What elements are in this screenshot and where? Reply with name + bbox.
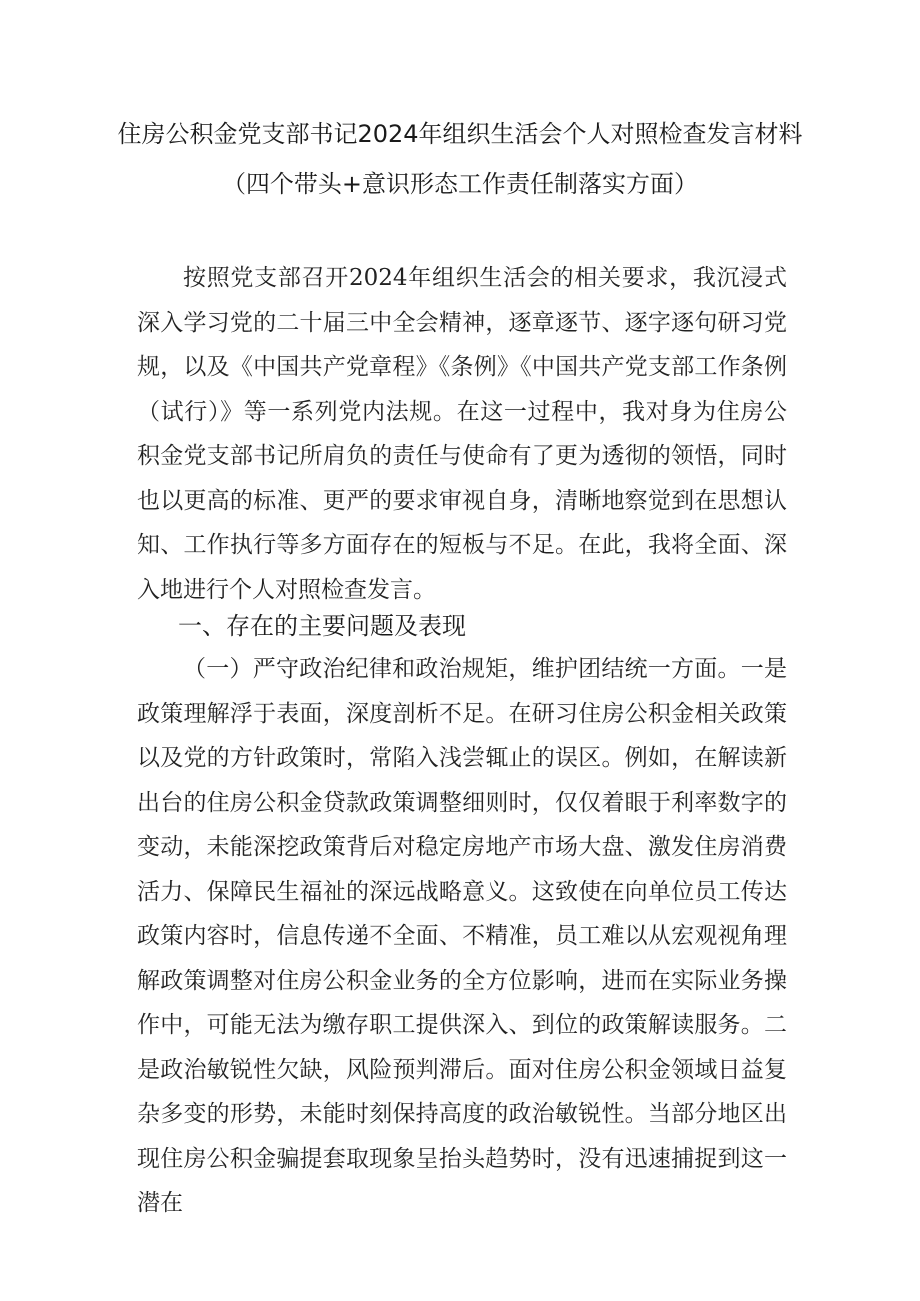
section-heading: 一、存在的主要问题及表现 — [178, 612, 466, 640]
section-paragraph: （一）严守政治纪律和政治规矩，维护团结统一方面。一是政策理解浮于表面，深度剖析不足。在研习住房公积金相关政策以及党的方针政策时，常陷入浅尝辄止的误区。例如，在解读新出台的住房公积金贷款政策调整细则时，仅仅着眼于利率数字的变动，未能深挖政策背后对稳定房地产市场大盘、激发住房消费活力、保障民生福祉的深远战略意义。这致使在向单位员工传达政策内容时，信息传递不全面、不精准，员工难以从宏观视角理解政策调整对住房公积金业务的全方位影响，进而在实际业务操作中，可能无法为缴存职工提供深入、到位的政策解读服务。二是政治敏锐性欠缺，风险预判滞后。面对住房公积金领域日益复杂多变的形势，未能时刻保持高度的政治敏锐性。当部分地区出现住房公积金骗提套取现象呈抬头趋势时，没有迅速捕捉到这一潜在 — [137, 656, 787, 1216]
document-title: 住房公积金党支部书记2024年组织生活会个人对照检查发言材料 — [117, 120, 803, 148]
document-subtitle: （四个带头+意识形态工作责任制落实方面） — [221, 170, 699, 198]
intro-paragraph: 按照党支部召开2024年组织生活会的相关要求，我沉浸式深入学习党的二十届三中全会精神，逐章逐节、逐字逐句研习党规，以及《中国共产党章程》《条例》《中国共产党支部工作条例（试行）》等一系列党内法规。在这一过程中，我对身为住房公积金党支部书记所肩负的责任与使命有了更为透彻的领悟，同时也以更高的标准、更严的要求审视自身，清晰地察觉到在思想认知、工作执行等多方面存在的短板与不足。在此，我将全面、深入地进行个人对照检查发言。 — [137, 265, 787, 603]
